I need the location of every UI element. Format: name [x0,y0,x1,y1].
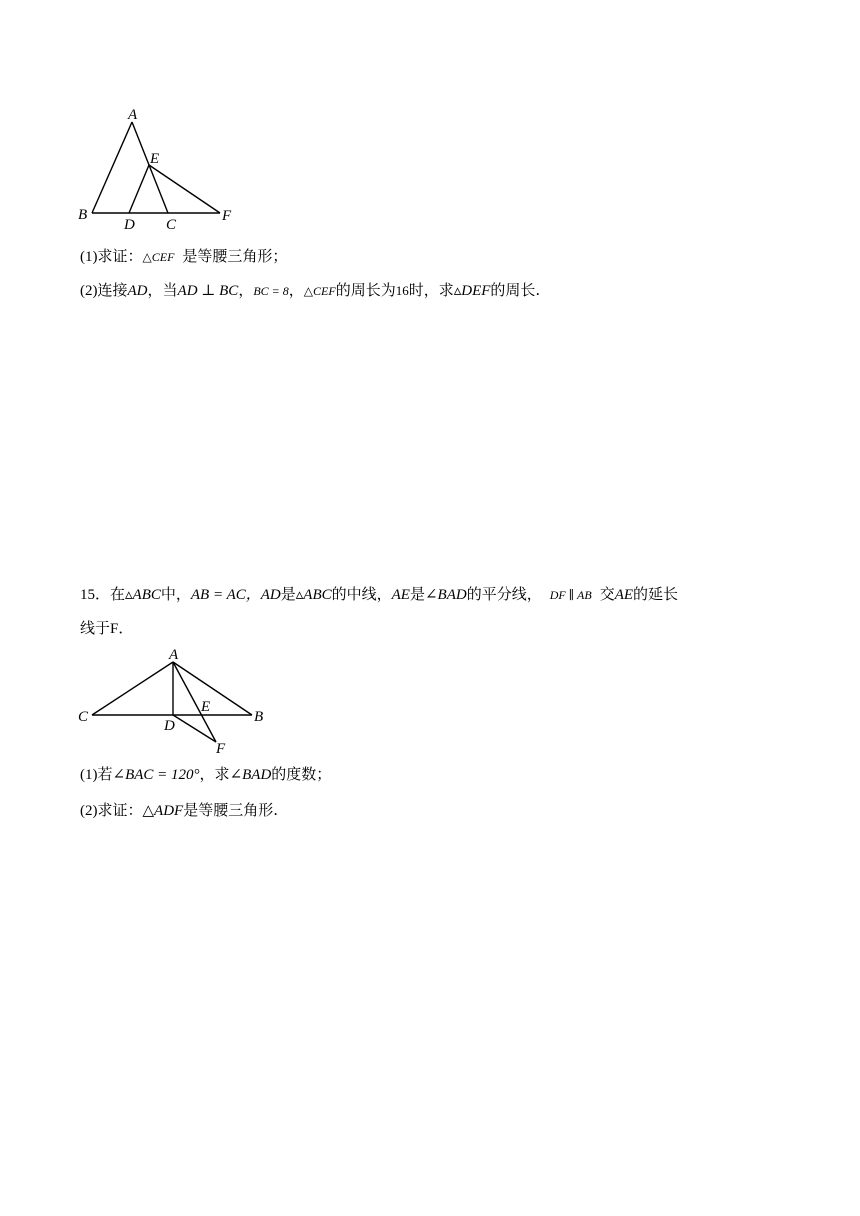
figure-triangle-abc-df [75,645,275,760]
label-b: B [78,207,88,223]
segment-ac [92,662,173,715]
label-c: C [78,709,89,725]
p15-statement-line2: 线于F． [80,619,134,637]
figure-triangle-abc-ef [70,105,250,235]
label-d: D [164,718,175,734]
p14-part1: (1)求证：△CEF 是等腰三角形； [80,247,288,265]
label-c: C [166,217,177,233]
p15-part1: (1)若∠BAC = 120°，求∠BAD的度数； [80,765,332,783]
segment-ed [129,165,149,213]
segment-ab [92,122,132,213]
figure-2-svg [75,645,275,760]
p14-part2: (2)连接AD，当AD ⊥ BC，BC = 8，△CEF的周长为16时，求▵DEF的周长. [80,281,541,299]
label-f: F [222,208,232,224]
segment-ef [149,165,220,213]
segment-ac [132,122,168,213]
label-e: E [150,151,160,167]
figure-1-svg [70,105,250,235]
segment-df [173,715,216,742]
segment-ab [173,662,252,715]
label-a: A [128,107,138,123]
p15-part2: (2)求证：△ADF是等腰三角形. [80,801,278,819]
label-b: B [254,709,264,725]
label-a: A [169,647,179,663]
label-f: F [216,741,226,757]
label-d: D [124,217,135,233]
p15-statement-line1: 15．在▵ABC中，AB = AC，AD是▵ABC的中线，AE是∠BAD的平分线， DF ∥ AB 交AE的延长 [80,585,679,603]
label-e: E [201,699,211,715]
